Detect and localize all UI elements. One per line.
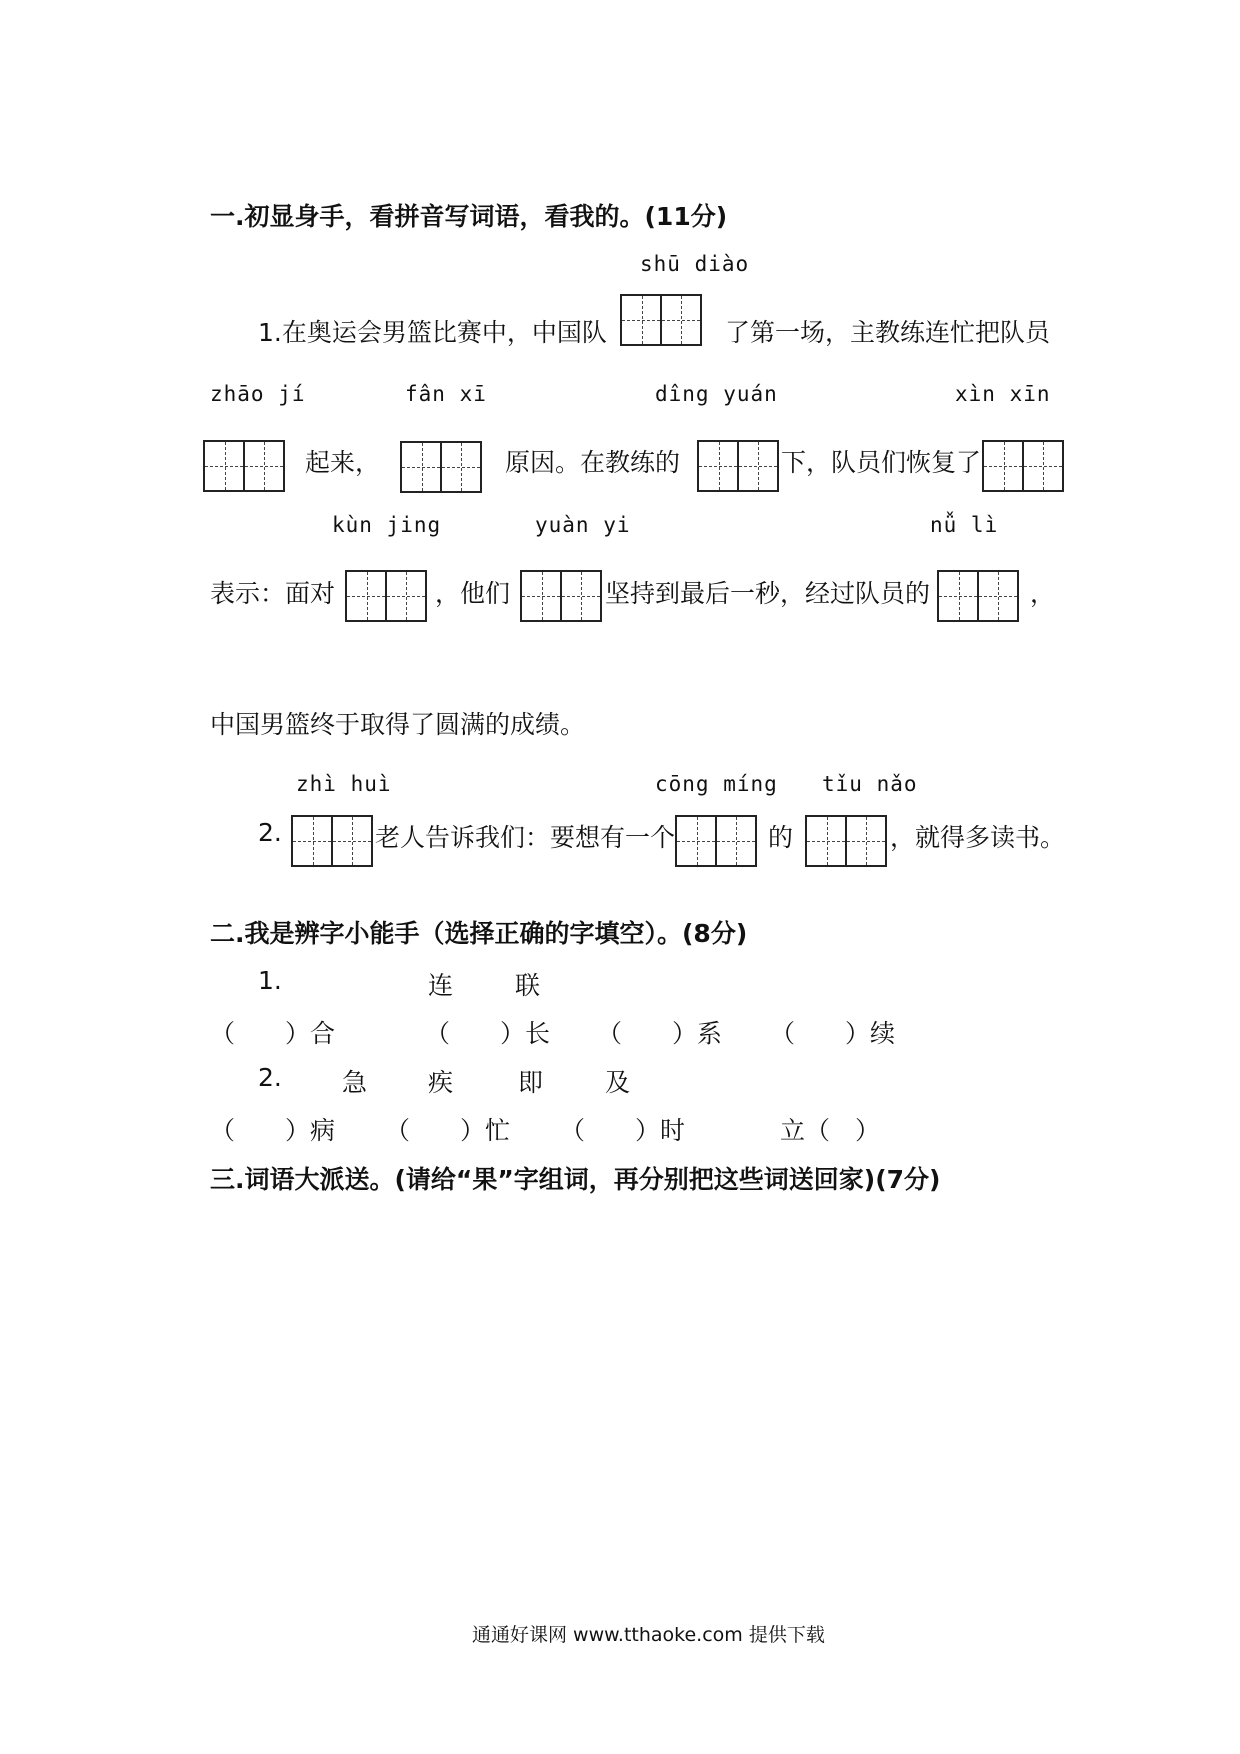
writing-box-fan-xi[interactable] [400,441,482,493]
q1-line2-b: 原因。在教练的 [505,448,681,477]
pinyin-cong-ming: cōng míng [655,772,778,796]
s2-q1-blank-4[interactable]: （ ）续 [770,1019,896,1048]
s2-q2-char-ji-disease: 疾 [428,1068,454,1097]
q1-line3-a: 表示：面对 [210,579,336,608]
pinyin-zhao-ji: zhāo jí [210,382,306,406]
q1-line2-a: 起来， [305,448,381,477]
pinyin-kun-jing: kùn jing [332,513,442,537]
pinyin-yuan-yi: yuàn yi [535,513,631,537]
q2-number: 2. [258,818,282,847]
writing-box-nu-li[interactable] [937,570,1019,622]
writing-box-xin-xin[interactable] [982,440,1064,492]
writing-box-cong-ming[interactable] [675,815,757,867]
pinyin-ding-yuan: dîng yuán [655,382,778,406]
q1-line4: 中国男篮终于取得了圆满的成绩。 [210,710,586,739]
writing-box-yuan-yi[interactable] [520,570,602,622]
writing-box-zhao-ji[interactable] [203,440,285,492]
writing-box-tou-nao[interactable] [805,815,887,867]
q1-line3-b: ，他们 [435,579,511,608]
writing-box-kun-jing[interactable] [345,570,427,622]
writing-box-zhi-hui[interactable] [291,815,373,867]
writing-box-ding-yuan[interactable] [697,440,779,492]
pinyin-xin-xin: xìn xīn [955,382,1051,406]
s2-q2-number: 2. [258,1063,282,1092]
s2-q2-char-ji-urgent: 急 [342,1068,368,1097]
s2-q2-char-ji-immediate: 即 [518,1068,544,1097]
s2-q1-char-lian2: 联 [515,971,541,1000]
section2-title: 二.我是辨字小能手（选择正确的字填空）。(8分) [210,919,748,948]
pinyin-shu-diao: shū diào [640,252,750,276]
s2-q2-blank-3[interactable]: （ ）时 [560,1116,686,1145]
s2-q1-char-lian: 连 [428,971,454,1000]
s2-q1-blank-2[interactable]: （ ）长 [425,1019,551,1048]
pinyin-tiu-nao: tǐu nǎo [822,772,918,796]
pinyin-fan-xi: fân xī [405,382,487,406]
q1-line2-c: 下，队员们恢复了 [781,448,982,477]
s2-q2-blank-4[interactable]: 立（ ） [780,1116,881,1145]
q1-line3-c: 坚持到最后一秒，经过队员的 [605,579,931,608]
q2-text-a: 老人告诉我们：要想有一个 [375,823,676,852]
s2-q2-blank-1[interactable]: （ ）病 [210,1116,336,1145]
pinyin-zhi-hui: zhì huì [296,772,392,796]
q2-text-c: ，就得多读书。 [890,823,1066,852]
pinyin-nu-li: nǚ lì [930,513,999,537]
q1-line1-prefix: 1.在奥运会男篮比赛中，中国队 [258,318,607,347]
section1-title: 一.初显身手，看拼音写词语，看我的。(11分) [210,202,728,231]
s2-q2-blank-2[interactable]: （ ）忙 [385,1116,511,1145]
section3-title: 三.词语大派送。(请给“果”字组词，再分别把这些词送回家)(7分) [210,1165,941,1194]
s2-q1-blank-3[interactable]: （ ）系 [597,1019,723,1048]
s2-q1-blank-1[interactable]: （ ）合 [210,1019,336,1048]
s2-q2-char-ji-reach: 及 [605,1068,631,1097]
q2-text-b: 的 [768,823,794,852]
s2-q1-number: 1. [258,966,282,995]
footer-text: 通通好课网 www.tthaoke.com 提供下载 [472,1624,825,1646]
q1-line1-suffix: 了第一场，主教练连忙把队员 [725,318,1051,347]
writing-box-shu-diao[interactable] [620,294,702,346]
q1-line3-d: ， [1030,579,1056,608]
